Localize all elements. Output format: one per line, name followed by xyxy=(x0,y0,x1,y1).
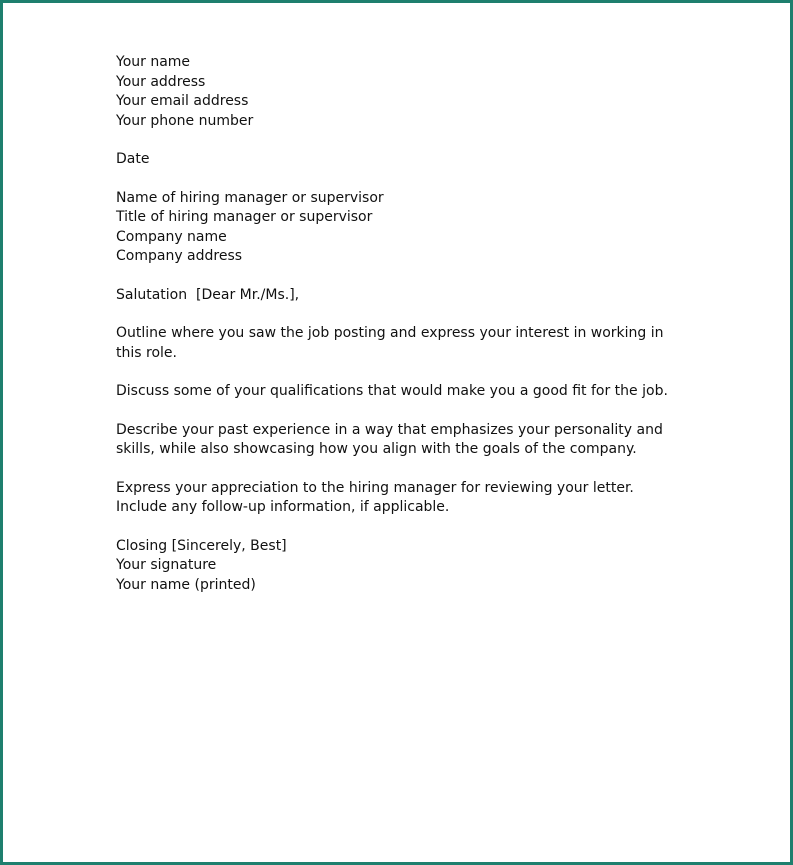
sender-phone: Your phone number xyxy=(116,112,254,129)
sender-address: Your address xyxy=(116,73,206,90)
closing-block xyxy=(116,537,676,596)
date-line: Date xyxy=(116,151,150,167)
signature-line: Your signature xyxy=(116,557,217,573)
sender-name: Your name xyxy=(116,54,191,70)
body-paragraph-1: Outline where you saw the job posting and express your interest in working in this role. xyxy=(116,325,664,361)
closing-line: Closing [Sincerely, Best] xyxy=(116,537,287,554)
body-paragraph-2: Discuss some of your qualifications that would make you a good fit for the job. xyxy=(116,383,668,399)
body-paragraph-4: Express your appreciation to the hiring manager for reviewing your letter. Include any follow-up information, if applicable. xyxy=(116,479,634,515)
cover-letter-template xyxy=(116,53,676,614)
recipient-block xyxy=(116,189,676,267)
sender-email: Your email address xyxy=(116,93,249,109)
recipient-manager-title: Title of hiring manager or supervisor xyxy=(116,209,373,225)
date-block xyxy=(116,150,676,170)
recipient-company-name: Company name xyxy=(116,228,227,245)
sender-block xyxy=(116,53,676,131)
recipient-company-address: Company address xyxy=(116,248,243,264)
printed-name-line: Your name (printed) xyxy=(116,576,256,593)
recipient-manager-name: Name of hiring manager or supervisor xyxy=(116,189,384,206)
salutation-block xyxy=(116,286,676,306)
salutation-line: Salutation [Dear Mr./Ms.], xyxy=(116,286,300,303)
body-paragraph-3: Describe your past experience in a way that emphasizes your personality and skills, while also showcasing how you align with the goals of the company. xyxy=(116,421,663,457)
